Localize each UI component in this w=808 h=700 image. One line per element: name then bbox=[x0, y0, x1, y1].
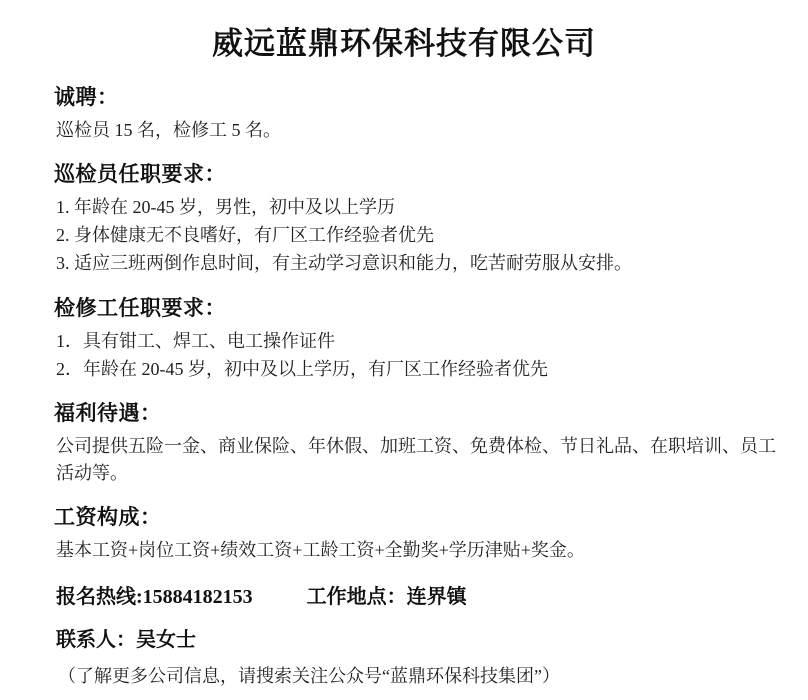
section-recruit bbox=[22, 81, 786, 144]
contact-person-row bbox=[56, 623, 786, 652]
section-inspector-requirements bbox=[22, 158, 786, 278]
section-salary bbox=[22, 501, 786, 564]
footer-note: （了解更多公司信息，请搜索关注公众号“蓝鼎环保科技集团”） bbox=[58, 666, 560, 687]
salary-heading: 工资构成： bbox=[54, 505, 162, 530]
maintenance-requirements-heading: 检修工任职要求： bbox=[54, 295, 226, 320]
contact-person-value: 吴女士 bbox=[136, 629, 196, 652]
inspector-requirements-heading: 巡检员任职要求： bbox=[54, 162, 226, 186]
page-title: 威远蓝鼎环保科技有限公司 bbox=[212, 26, 596, 61]
location-label: 工作地点： bbox=[306, 586, 407, 609]
location-value: 连界镇 bbox=[406, 586, 467, 609]
benefits-heading: 福利待遇： bbox=[54, 401, 162, 426]
hotline-value[interactable]: 15884182153 bbox=[142, 586, 253, 609]
hotline-label: 报名热线: bbox=[56, 586, 143, 609]
section-maintenance-requirements bbox=[22, 292, 786, 384]
recruit-heading: 诚聘： bbox=[54, 85, 119, 109]
benefits-text: 公司提供五险一金、商业保险、年休假、加班工资、免费体检、节日礼品、在职培训、员工活动等。 bbox=[56, 436, 776, 484]
list-item: 2. 身体健康无不良嗜好，有厂区工作经验者优先 bbox=[56, 224, 434, 245]
maintenance-requirements-list bbox=[56, 328, 786, 384]
list-item: 1. 年龄在 20-45 岁，男性，初中及以上学历 bbox=[56, 197, 395, 217]
list-item: 3. 适应三班两倒作息时间，有主动学习意识和能力，吃苦耐劳服从安排。 bbox=[56, 252, 632, 273]
inspector-requirements-list bbox=[56, 194, 786, 278]
contact-row bbox=[56, 580, 786, 609]
list-item: 2．年龄在 20-45 岁，初中及以上学历，有厂区工作经验者优先 bbox=[56, 358, 548, 379]
salary-text: 基本工资+岗位工资+绩效工资+工龄工资+全勤奖+学历津贴+奖金。 bbox=[56, 540, 585, 561]
contact-person-label: 联系人： bbox=[56, 629, 136, 652]
list-item: 1．具有钳工、焊工、电工操作证件 bbox=[56, 330, 335, 351]
recruit-text: 巡检员 15 名，检修工 5 名。 bbox=[56, 120, 281, 140]
section-benefits bbox=[22, 397, 786, 487]
